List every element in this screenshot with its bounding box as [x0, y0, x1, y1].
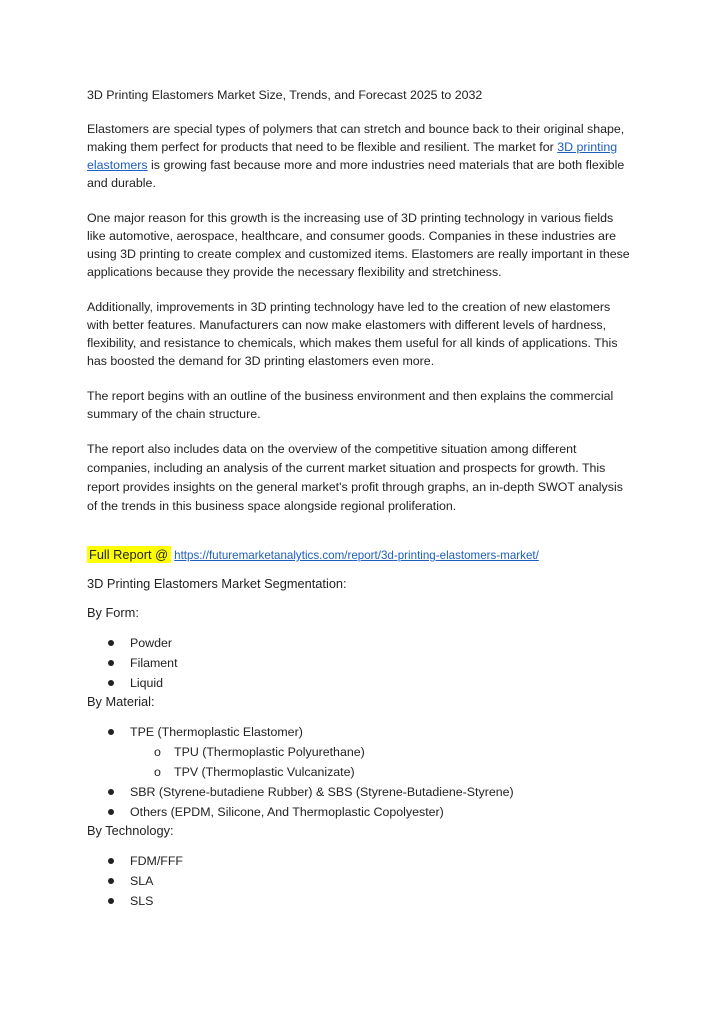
list-item-label: FDM/FFF [130, 854, 183, 868]
bullet-icon [108, 680, 114, 686]
list-item [87, 851, 635, 871]
list-item-label: SBR (Styrene-butadiene Rubber) & SBS (Styrene-Butadiene-Styrene) [130, 785, 514, 799]
bullet-icon [108, 729, 114, 735]
list-item [87, 722, 635, 742]
sub-list-item [87, 742, 635, 762]
list-item [87, 673, 635, 693]
paragraph-growth: One major reason for this growth is the increasing use of 3D printing technology in various fields like automotive, aerospace, healthcare, and consumer goods. Companies in these industries are using 3D printing to create complex and customized items. Elastomers are really important in these applications because they provide the necessary flexibility and stretchiness. [87, 211, 630, 279]
by-material-heading: By Material: [87, 694, 155, 709]
circle-bullet-icon: o [154, 765, 161, 779]
paragraph-competitive: The report also includes data on the overview of the competitive situation among different companies, including an analysis of the current market situation and prospects for growth. This report provides insights on the general market's profit through graphs, an in-depth SWOT analysis of the trends in this business space alongside regional proliferation. [87, 442, 623, 513]
bullet-icon [108, 878, 114, 884]
intro-text-after: is growing fast because more and more industries need materials that are both flexible and durable. [87, 158, 625, 190]
document-title: 3D Printing Elastomers Market Size, Trends, and Forecast 2025 to 2032 [87, 88, 483, 102]
list-item-label: SLS [130, 894, 154, 908]
form-list [87, 633, 635, 693]
intro-text-before: Elastomers are special types of polymers that can stretch and bounce back to their original shape, making them perfect for products that need to be flexible and resilient. The market for [87, 122, 625, 154]
sub-list-item-label: TPU (Thermoplastic Polyurethane) [174, 745, 365, 759]
list-item-label: SLA [130, 874, 154, 888]
full-report-label: Full Report @ [87, 546, 171, 563]
3d-printing-elastomers-link[interactable]: 3D printing elastomers [87, 140, 618, 172]
bullet-icon [108, 789, 114, 795]
circle-bullet-icon: o [154, 745, 161, 759]
bullet-icon [108, 660, 114, 666]
list-item [87, 802, 635, 822]
material-list-continued [87, 782, 635, 822]
sub-list-item [87, 762, 635, 782]
paragraph-improvements: Additionally, improvements in 3D printing technology have led to the creation of new elastomers with better features. Manufacturers can now make elastomers with different levels of hardness, flexibility, and resistance to chemicals, which makes them useful for all kinds of applications. This has boosted the demand for 3D printing elastomers even more. [87, 300, 618, 368]
list-item-label: TPE (Thermoplastic Elastomer) [130, 725, 303, 739]
bullet-icon [108, 640, 114, 646]
intro-paragraph [87, 120, 635, 192]
list-item-label: Liquid [130, 676, 164, 690]
list-item [87, 871, 635, 891]
list-item [87, 633, 635, 653]
by-form-heading: By Form: [87, 605, 139, 620]
paragraph-report-outline: The report begins with an outline of the business environment and then explains the commercial summary of the chain structure. [87, 389, 614, 421]
sub-list-item-label: TPV (Thermoplastic Vulcanizate) [174, 765, 355, 779]
material-list [87, 722, 635, 742]
list-item-label: Powder [130, 636, 173, 650]
list-item-label: Filament [130, 656, 178, 670]
segmentation-title: 3D Printing Elastomers Market Segmentation: [87, 576, 347, 591]
by-technology-heading: By Technology: [87, 823, 174, 838]
technology-list [87, 851, 635, 911]
bullet-icon [108, 858, 114, 864]
full-report-url-link[interactable]: https://futuremarketanalytics.com/report/3d-printing-elastomers-market/ [174, 549, 539, 562]
bullet-icon [108, 809, 114, 815]
bullet-icon [108, 898, 114, 904]
list-item-label: Others (EPDM, Silicone, And Thermoplastic Copolyester) [130, 805, 444, 819]
list-item [87, 891, 635, 911]
full-report-line [87, 546, 635, 565]
list-item [87, 782, 635, 802]
list-item [87, 653, 635, 673]
document-body [87, 86, 635, 911]
tpe-sub-list [87, 742, 635, 782]
